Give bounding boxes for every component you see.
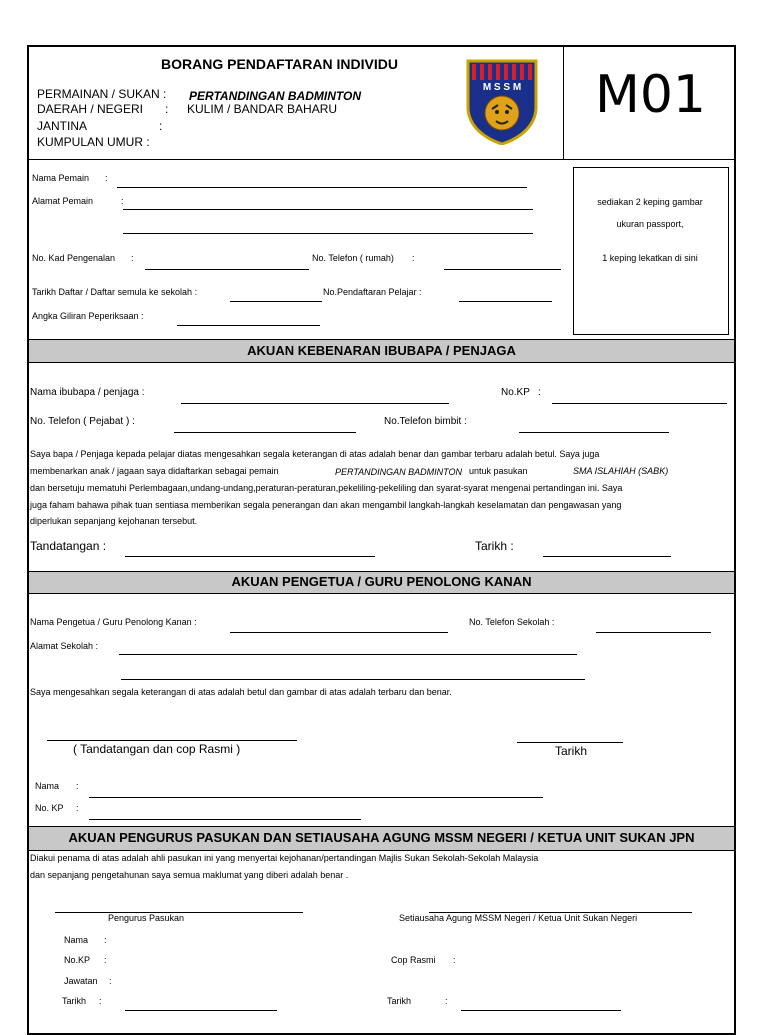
secretary-date-field[interactable] — [461, 1010, 621, 1011]
principal-signature-field[interactable] — [47, 740, 297, 741]
secretary-label: Setiausaha Agung MSSM Negeri / Ketua Unit Sukan Negeri — [399, 913, 638, 923]
district-colon: : — [165, 102, 169, 116]
home-phone-colon: : — [412, 253, 415, 263]
school-phone-field[interactable] — [596, 632, 711, 633]
manager-nama-colon: : — [104, 935, 107, 945]
form-title: BORANG PENDAFTARAN INDIVIDU — [161, 56, 398, 72]
parent-ic-label: No.KP — [501, 387, 530, 398]
sport-value: PERTANDINGAN BADMINTON — [189, 89, 362, 103]
exam-number-field[interactable] — [177, 325, 320, 326]
district-label: DAERAH / NEGERI — [37, 102, 144, 116]
parent-statement-team: SMA ISLAHIAH (SABK) — [573, 466, 669, 476]
home-phone-label: No. Telefon ( rumah) — [312, 253, 394, 263]
parent-name-field[interactable] — [181, 403, 449, 404]
principal-date-field[interactable] — [517, 742, 623, 743]
sport-label: PERMAINAN / SUKAN : — [37, 87, 167, 101]
official-stamp-colon: : — [453, 955, 456, 965]
parent-statement-line-1: Saya bapa / Penjaga kepada pelajar diatas mengesahkan segala keterangan di atas adalah benar dan gambar terbaru adalah betul. Saya juga — [30, 449, 600, 459]
manager-ic-label: No.KP — [64, 955, 91, 965]
principal-nama-colon: : — [76, 781, 79, 791]
parent-statement-sport: PERTANDINGAN BADMINTON — [335, 467, 463, 477]
photo-instruction-2: ukuran passport, — [616, 219, 684, 229]
parent-ic-colon: : — [538, 387, 541, 398]
principal-signature-label: ( Tandatangan dan cop Rasmi ) — [73, 742, 241, 756]
secretary-date-colon: : — [445, 996, 448, 1006]
player-address-colon: : — [121, 196, 124, 206]
school-address-field[interactable] — [119, 654, 577, 655]
ic-number-colon: : — [131, 253, 134, 263]
student-number-label: No.Pendaftaran Pelajar : — [323, 287, 422, 297]
principal-ic-field[interactable] — [89, 819, 361, 820]
registration-date-label: Tarikh Daftar / Daftar semula ke sekolah : — [32, 287, 198, 297]
office-phone-label: No. Telefon ( Pejabat ) : — [30, 416, 135, 427]
manager-statement-line-1: Diakui penama di atas adalah ahli pasukan ini yang menyertai kejohanan/pertandingan Majlis Sukan Sekolah-Sekolah Malaysia — [30, 853, 539, 863]
school-address-label: Alamat Sekolah : — [30, 641, 99, 651]
exam-number-label: Angka Giliran Peperiksaan : — [32, 311, 144, 321]
registration-form — [27, 45, 736, 1035]
student-number-field[interactable] — [459, 301, 552, 302]
mssm-logo — [466, 59, 538, 145]
office-phone-field[interactable] — [174, 432, 356, 433]
header-divider — [29, 159, 734, 160]
manager-position-label: Jawatan — [64, 976, 98, 986]
ic-number-field[interactable] — [145, 269, 309, 270]
parent-statement-line-2a: membenarkan anak / jagaan saya didaftarkan sebagai pemain — [30, 466, 279, 476]
parent-date-field[interactable] — [543, 556, 671, 557]
player-name-colon: : — [105, 173, 108, 183]
school-address-field-2[interactable] — [121, 679, 585, 680]
age-group-label: KUMPULAN UMUR : — [37, 135, 150, 149]
manager-date-colon: : — [99, 996, 102, 1006]
photo-instruction-1: sediakan 2 keping gambar — [597, 197, 703, 207]
parent-date-label: Tarikh : — [475, 539, 514, 553]
principal-ic-label: No. KP — [35, 803, 64, 813]
manager-section-heading: AKUAN PENGURUS PASUKAN DAN SETIAUSAHA AGUNG MSSM NEGERI / KETUA UNIT SUKAN JPN — [29, 826, 734, 851]
manager-date-field[interactable] — [125, 1010, 277, 1011]
mobile-phone-label: No.Telefon bimbit : — [384, 416, 467, 427]
principal-name-field[interactable] — [230, 632, 448, 633]
photo-box — [573, 167, 729, 335]
manager-position-colon: : — [109, 976, 112, 986]
manager-statement-line-2: dan sepanjang pengetahunan saya semua maklumat yang diberi adalah benar . — [30, 870, 349, 880]
principal-confirmation: Saya mengesahkan segala keterangan di atas adalah betul dan gambar di atas adalah terbaru dan benar. — [30, 687, 452, 697]
principal-section-heading: AKUAN PENGETUA / GURU PENOLONG KANAN — [29, 571, 734, 594]
player-address-field-2[interactable] — [123, 233, 533, 234]
manager-nama-label: Nama — [64, 935, 89, 945]
manager-ic-colon: : — [104, 955, 107, 965]
form-code: M01 — [594, 65, 707, 125]
parent-signature-field[interactable] — [125, 556, 375, 557]
parent-statement-line-5: diperlukan sepanjang kejohanan tersebut. — [30, 516, 198, 526]
principal-ic-colon: : — [76, 803, 79, 813]
mobile-phone-field[interactable] — [519, 432, 669, 433]
parent-ic-field[interactable] — [552, 403, 727, 404]
secretary-date-label: Tarikh — [387, 996, 412, 1006]
registration-date-field[interactable] — [230, 301, 322, 302]
school-phone-label: No. Telefon Sekolah : — [469, 617, 555, 627]
official-stamp-label: Cop Rasmi — [391, 955, 436, 965]
district-value: KULIM / BANDAR BAHARU — [187, 102, 338, 116]
parent-statement-line-4: juga faham bahawa pihak tuan sentiasa memberikan segala penerangan dan akan mengambil langkah-langkah keselamatan dan pengawasan yang — [30, 500, 622, 510]
principal-name-label: Nama Pengetua / Guru Penolong Kanan : — [30, 617, 197, 627]
team-manager-label: Pengurus Pasukan — [108, 913, 185, 923]
parent-statement-line-3: dan bersetuju mematuhi Perlembagaan,undang-undang,peraturan-peraturan,pekeliling-pekeliling dan syarat-syarat mengenai pertandingan ini. Saya — [30, 483, 623, 493]
principal-date-label: Tarikh — [555, 744, 588, 758]
principal-nama-label: Nama — [35, 781, 60, 791]
parent-name-label: Nama ibubapa / penjaga : — [30, 387, 145, 398]
player-name-label: Nama Pemain — [32, 173, 90, 183]
gender-colon: : — [159, 119, 163, 133]
parent-signature-label: Tandatangan : — [30, 539, 107, 553]
home-phone-field[interactable] — [444, 269, 561, 270]
player-address-field[interactable] — [123, 209, 533, 210]
parent-section-heading: AKUAN KEBENARAN IBUBAPA / PENJAGA — [29, 339, 734, 363]
ic-number-label: No. Kad Pengenalan — [32, 253, 116, 263]
parent-statement-line-2c: untuk pasukan — [469, 466, 528, 476]
logo-text: M S S M — [482, 82, 522, 93]
photo-instruction-3: 1 keping lekatkan di sini — [602, 253, 698, 263]
player-address-label: Alamat Pemain — [32, 196, 94, 206]
player-name-field[interactable] — [117, 187, 527, 188]
principal-nama-field[interactable] — [89, 797, 543, 798]
gender-label: JANTINA — [37, 119, 88, 133]
manager-date-label: Tarikh — [62, 996, 87, 1006]
